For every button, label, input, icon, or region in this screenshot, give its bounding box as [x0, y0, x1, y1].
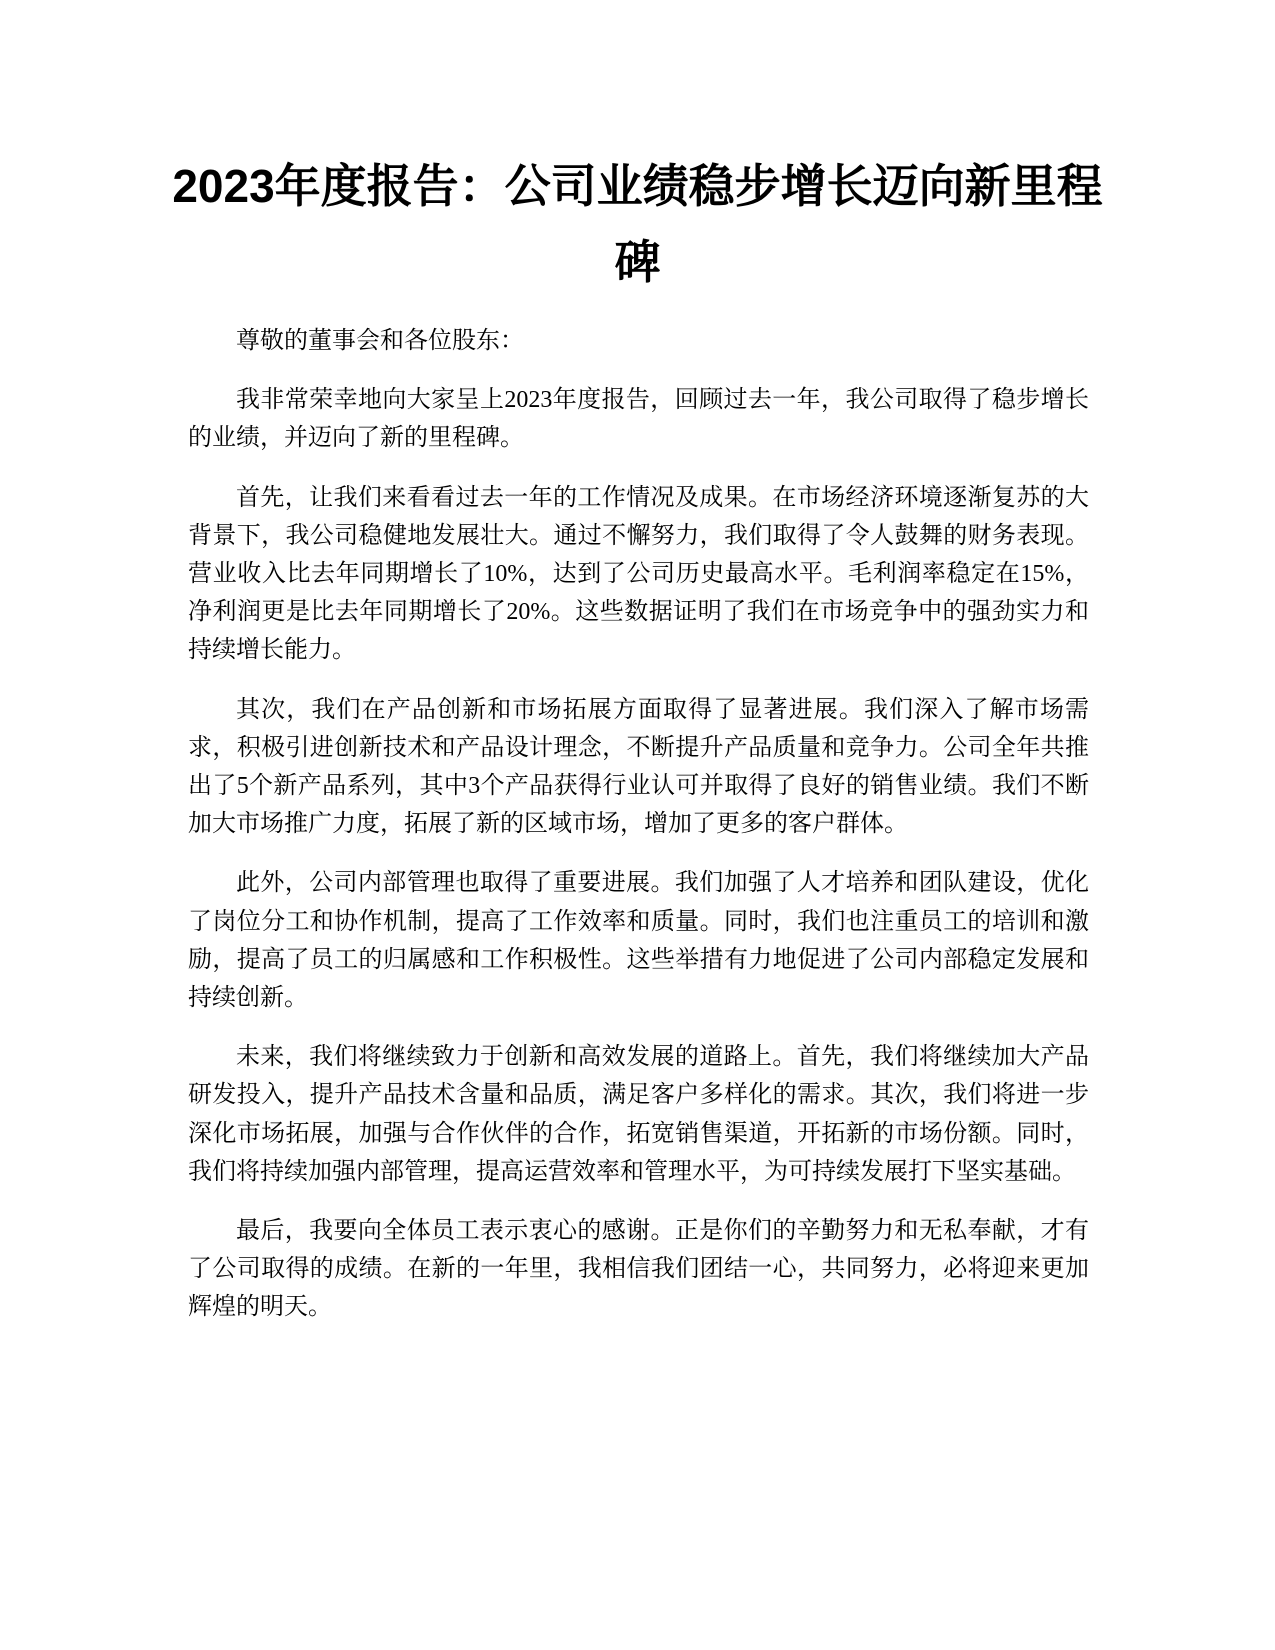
- financial-paragraph: 首先，让我们来看看过去一年的工作情况及成果。在市场经济环境逐渐复苏的大背景下，我公司稳健地发展壮大。通过不懈努力，我们取得了令人鼓舞的财务表现。营业收入比去年同期增长了10%，达到了公司历史最高水平。毛利润率稳定在15%，净利润更是比去年同期增长了20%。这些数据证明了我们在市场竞争中的强劲实力和持续增长能力。: [188, 484, 1089, 664]
- intro-paragraph: 我非常荣幸地向大家呈上2023年度报告，回顾过去一年，我公司取得了稳步增长的业绩，并迈向了新的里程碑。: [188, 387, 1089, 452]
- document-body: [188, 322, 1089, 1348]
- document-title: 2023年度报告：公司业绩稳步增长迈向新里程碑: [172, 160, 1103, 288]
- future-paragraph: 未来，我们将继续致力于创新和高效发展的道路上。首先，我们将继续加大产品研发投入，提升产品技术含量和品质，满足客户多样化的需求。其次，我们将进一步深化市场拓展，加强与合作伙伴的合作，拓宽销售渠道，开拓新的市场份额。同时，我们将持续加强内部管理，提高运营效率和管理水平，为可持续发展打下坚实基础。: [188, 1044, 1089, 1185]
- management-paragraph: 此外，公司内部管理也取得了重要进展。我们加强了人才培养和团队建设，优化了岗位分工和协作机制，提高了工作效率和质量。同时，我们也注重员工的培训和激励，提高了员工的归属感和工作积极性。这些举措有力地促进了公司内部稳定发展和持续创新。: [188, 870, 1089, 1012]
- closing-paragraph: 最后，我要向全体员工表示衷心的感谢。正是你们的辛勤努力和无私奉献，才有了公司取得的成绩。在新的一年里，我相信我们团结一心，共同努力，必将迎来更加辉煌的明天。: [188, 1218, 1089, 1321]
- salutation-paragraph: 尊敬的董事会和各位股东：: [236, 328, 524, 354]
- product-paragraph: 其次，我们在产品创新和市场拓展方面取得了显著进展。我们深入了解市场需求，积极引进创新技术和产品设计理念，不断提升产品质量和竞争力。公司全年共推出了5个新产品系列，其中3个产品获得行业认可并取得了良好的销售业绩。我们不断加大市场推广力度，拓展了新的区域市场，增加了更多的客户群体。: [188, 696, 1089, 838]
